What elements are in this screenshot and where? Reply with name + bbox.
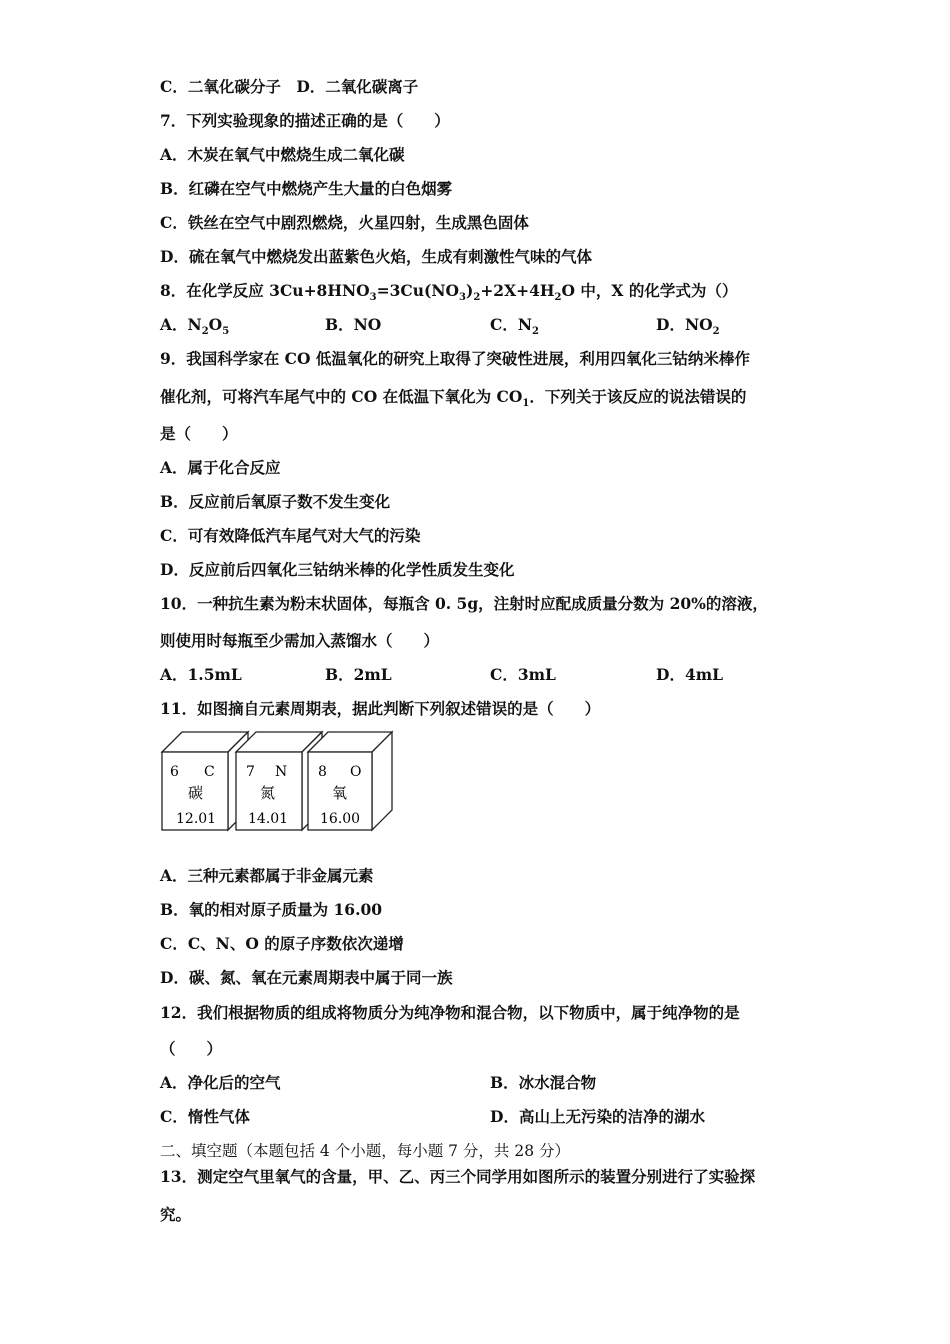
q8-stem-part: +2X+4H bbox=[480, 281, 555, 300]
q10-option-b: B．2mL bbox=[325, 665, 392, 684]
q8-option-a-sub: 5 bbox=[222, 326, 230, 338]
q10-option-a: A．1.5mL bbox=[160, 665, 242, 684]
q7-option-a: A．木炭在氧气中燃烧生成二氧化碳 bbox=[160, 145, 405, 164]
q7-stem: 7．下列实验现象的描述正确的是（ ） bbox=[160, 111, 450, 130]
q8-stem-part: =3Cu(NO bbox=[376, 281, 460, 300]
element-tile-carbon bbox=[162, 732, 248, 830]
q9-stem-part: ．下列关于该反应的说法错误的 bbox=[529, 387, 747, 406]
q13-stem-line1: 13．测定空气里氧气的含量，甲、乙、丙三个同学用如图所示的装置分别进行了实验探 bbox=[160, 1167, 756, 1186]
q8-subscript: 3 bbox=[459, 292, 466, 304]
q8-option-a-part: O bbox=[208, 315, 223, 334]
q8-option-d-part: D．NO bbox=[656, 315, 713, 334]
q10-stem-line1: 10．一种抗生素为粉末状固体，每瓶含 0. 5g，注射时应配成质量分数为 20%的溶液， bbox=[160, 594, 768, 613]
q8-stem bbox=[160, 281, 737, 308]
q10-stem-line2: 则使用时每瓶至少需加入蒸馏水（ ） bbox=[160, 631, 440, 650]
q8-option-d bbox=[656, 315, 720, 342]
q7-option-d: D．硫在氧气中燃烧发出蓝紫色火焰，生成有刺激性气味的气体 bbox=[160, 247, 592, 266]
element-number: 8 bbox=[318, 764, 327, 780]
q12-stem-line1: 12．我们根据物质的组成将物质分为纯净物和混合物，以下物质中，属于纯净物的是 bbox=[160, 1003, 740, 1022]
q10-option-d: D．4mL bbox=[656, 665, 724, 684]
q12-stem-line2: （ ） bbox=[160, 1039, 223, 1058]
q11-option-b: B．氧的相对原子质量为 16.00 bbox=[160, 900, 383, 919]
q9-subscript: 1 bbox=[522, 398, 530, 410]
element-mass: 16.00 bbox=[320, 811, 361, 827]
q8-stem-part: O 中，X 的化学式为（） bbox=[561, 281, 738, 300]
q7-option-c: C．铁丝在空气中剧烈燃烧，火星四射，生成黑色固体 bbox=[160, 213, 529, 232]
q13-stem-line2: 究。 bbox=[160, 1205, 192, 1224]
q7-option-b: B．红磷在空气中燃烧产生大量的白色烟雾 bbox=[160, 179, 453, 198]
element-mass: 14.01 bbox=[248, 811, 289, 827]
q8-option-c-sub: 2 bbox=[532, 326, 539, 338]
q12-option-a: A．净化后的空气 bbox=[160, 1073, 281, 1092]
element-tile-oxygen bbox=[308, 732, 392, 830]
q9-option-a: A．属于化合反应 bbox=[160, 458, 281, 477]
q10-option-c: C．3mL bbox=[490, 665, 556, 684]
q8-option-a-part: A．N bbox=[160, 315, 202, 334]
q9-stem-line1: 9．我国科学家在 CO 低温氧化的研究上取得了突破性进展，利用四氧化三钴纳米棒作 bbox=[160, 349, 750, 368]
q11-option-a: A．三种元素都属于非金属元素 bbox=[160, 866, 374, 885]
section-2-heading: 二、填空题（本题包括 4 个小题，每小题 7 分，共 28 分） bbox=[160, 1142, 571, 1160]
q11-stem: 11．如图摘自元素周期表，据此判断下列叙述错误的是（ ） bbox=[160, 699, 601, 718]
q9-stem-part: 催化剂，可将汽车尾气中的 CO 在低温下氧化为 CO bbox=[160, 387, 523, 406]
q8-stem-part: 8．在化学反应 3Cu+8HNO bbox=[160, 281, 370, 300]
q8-stem-part: ) bbox=[466, 281, 474, 300]
q8-option-c bbox=[490, 315, 539, 342]
q8-option-c-part: C．N bbox=[490, 315, 533, 334]
q9-option-c: C．可有效降低汽车尾气对大气的污染 bbox=[160, 526, 421, 545]
q8-subscript: 2 bbox=[554, 292, 562, 304]
q6-options-cd: C．二氧化碳分子 D．二氧化碳离子 bbox=[160, 77, 419, 96]
q8-option-a-sub: 2 bbox=[201, 326, 209, 338]
q8-subscript: 3 bbox=[369, 292, 377, 304]
element-number: 6 bbox=[170, 764, 179, 780]
element-name: 氧 bbox=[332, 784, 348, 802]
element-symbol: C bbox=[204, 764, 215, 780]
q9-stem-line3: 是（ ） bbox=[160, 424, 238, 443]
q9-stem-line2 bbox=[160, 387, 746, 414]
q9-option-d: D．反应前后四氧化三钴纳米棒的化学性质发生变化 bbox=[160, 560, 515, 579]
q12-option-b: B．冰水混合物 bbox=[490, 1073, 597, 1092]
element-symbol: N bbox=[275, 764, 288, 780]
element-name: 碳 bbox=[188, 784, 204, 802]
element-mass: 12.01 bbox=[176, 811, 217, 827]
element-name: 氮 bbox=[260, 784, 276, 802]
periodic-table-tiles bbox=[160, 730, 400, 840]
q9-option-b: B．反应前后氧原子数不发生变化 bbox=[160, 492, 391, 511]
q8-subscript: 2 bbox=[473, 292, 481, 304]
q12-option-d: D．高山上无污染的洁净的湖水 bbox=[490, 1107, 705, 1126]
element-number: 7 bbox=[246, 764, 255, 780]
q8-option-a bbox=[160, 315, 229, 342]
q8-option-d-sub: 2 bbox=[712, 326, 720, 338]
q8-option-b: B．NO bbox=[325, 315, 382, 334]
q11-option-c: C．C、N、O 的原子序数依次递增 bbox=[160, 934, 404, 953]
q11-option-d: D．碳、氮、氧在元素周期表中属于同一族 bbox=[160, 968, 453, 987]
element-symbol: O bbox=[350, 764, 362, 780]
q12-option-c: C．惰性气体 bbox=[160, 1107, 250, 1126]
